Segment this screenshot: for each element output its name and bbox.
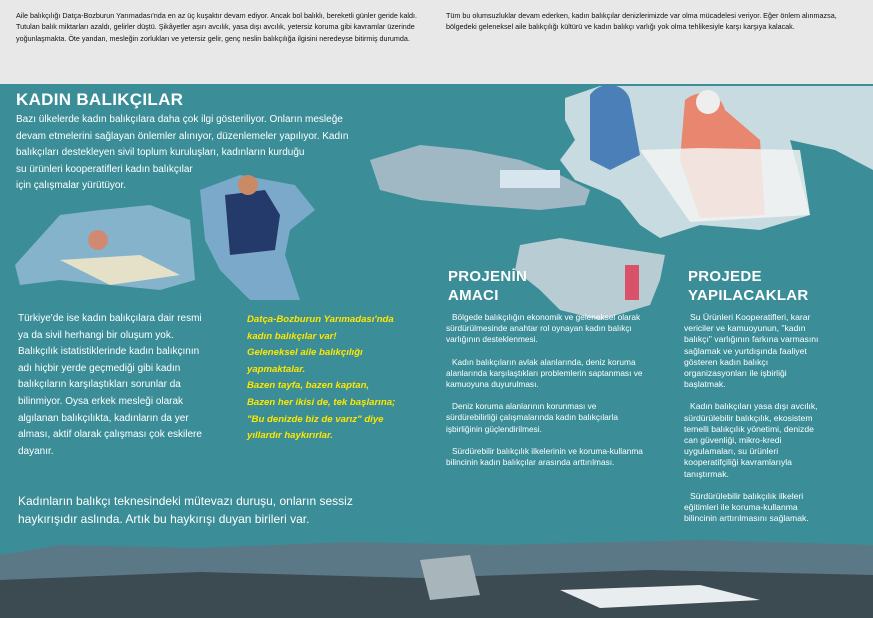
amac-line: Deniz koruma alanlarının korunması ve bbox=[452, 401, 597, 412]
amac-line: işbirliğinin güçlendirilmesi. bbox=[446, 423, 542, 434]
yapilacak-line: gösteren kadın balıkçı bbox=[684, 356, 769, 367]
col1-line: algılanan balıkçılıkta, kadınların da yer bbox=[18, 412, 189, 424]
yapilacak-line: bilincinin arttırılmasını sağlamak. bbox=[684, 513, 809, 524]
photo-person-pink bbox=[625, 265, 639, 300]
intro-line: devam etmelerini sağlayan önlemler alınıyor, düzenlemeler yapılıyor. Kadın bbox=[16, 130, 349, 142]
photo-harbor-people bbox=[515, 238, 665, 320]
yapilacak-line: balıkçı" varlığının farkına varmasını bbox=[684, 334, 819, 345]
yellow-line: Datça-Bozburun Yarımadası'nda bbox=[247, 314, 394, 325]
yapilacak-line: sürdürülebilir balıkçılık, ekosistem bbox=[684, 412, 813, 423]
amac-spacer bbox=[446, 390, 676, 401]
yellow-line: yıllardır haykırırlar. bbox=[247, 430, 333, 442]
yapilacak-line: Kadın balıkçıları yasa dışı avcılık, bbox=[690, 401, 818, 412]
amac-line: kamuoyuna duyurulması. bbox=[446, 379, 539, 390]
yellow-line: kadın balıkçılar var! bbox=[247, 330, 337, 342]
intro-right-text: Tüm bu olumsuzluklar devam ederken, kadın balıkçılar denizlerimizde var olma mücadelesi veriyor. Eğer önlem alınmazsa, bölgedeki geleneksel aile balıkçılığı kültürü ve kadın balıkçı varlığı yok olma tehlikesiyle karşı karşıya kalacak. bbox=[446, 11, 837, 32]
yellow-line: Bazen tayfa, bazen kaptan, bbox=[247, 380, 370, 392]
amac-spacer bbox=[446, 435, 676, 446]
amac-line: bilincinin kadın balıkçılar arasında arttırılması. bbox=[446, 457, 615, 468]
bottom-quote bbox=[18, 492, 448, 528]
intro-left-text: Aile balıkçılığı Datça-Bozburun Yarımadası'nda en az üç kuşaktır devam ediyor. Ancak bol balıklı, bereketli günler geride kaldı. Tutulan balık miktarları azaldı, gelirler düştü. Şikâyetler aşırı avcılık, yasa dışı avcılık, yetersiz koruma gibi kavramlar üzerinde yoğunlaşmakta. Öte yandan, mesleğin zorlukları ve yetersiz gelir, genç neslin balıkçılığa ilgisini neredeyse bitirmiş durumda. bbox=[16, 11, 418, 43]
photo-fisherwoman bbox=[88, 230, 108, 250]
yellow-line: yapmaktalar. bbox=[247, 363, 306, 375]
yapilacak-spacer bbox=[684, 480, 866, 491]
projenin-title: PROJENİN bbox=[448, 268, 528, 285]
amac-line: sürdürebilirliği çalışmalarında kadın balıkçılarla bbox=[446, 412, 619, 423]
col1-line: ya da sivil herhangi bir oluşum yok. bbox=[18, 329, 174, 341]
yapilacak-line: Sürdürülebilir balıkçılık ilkeleri bbox=[690, 490, 804, 501]
amac-line: alanlarında karşılaştıkları problemlerin saptanması ve bbox=[446, 367, 643, 378]
yapilacak-spacer bbox=[684, 390, 866, 401]
yapilacak-line: kooperatifçiliği kavramlarıyla bbox=[684, 457, 792, 468]
col1-line: Balıkçılık istatistiklerinde kadın balıkçının bbox=[18, 346, 200, 358]
amac-line: Kadın balıkçıların avlak alanlarında, deniz koruma bbox=[452, 356, 636, 367]
intro-line: su ürünleri kooperatifleri kadın balıkçılar bbox=[16, 163, 193, 175]
yapilacak-line: temelli balıkçılık yönetimi, denizde bbox=[684, 423, 814, 434]
kadin-balikcilar-intro bbox=[16, 112, 446, 195]
yapilacaklar-title: YAPILACAKLAR bbox=[688, 287, 809, 304]
col1-line: dayanır. bbox=[18, 445, 54, 457]
col1-line: bilinmiyor. Oysa erkek mesleği olarak bbox=[18, 395, 184, 407]
yapilacak-line: Su Ürünleri Kooperatifleri, karar bbox=[690, 312, 811, 322]
intro-line: balıkçıları destekleyen sivil toplum kuruluşları, kadınların kurduğu bbox=[16, 147, 305, 159]
turkiye-paragraph bbox=[18, 311, 243, 460]
amac-line: varlığının desteklenmesi. bbox=[446, 334, 538, 345]
datca-highlight bbox=[247, 312, 447, 445]
amaci-title: AMACI bbox=[448, 287, 499, 304]
yapilacak-line: organizasyonları ile işbirliği bbox=[684, 368, 787, 379]
yapilacak-line: sağlamak ve yurtdışında faaliyet bbox=[684, 345, 807, 356]
yellow-line: Geleneksel aile balıkçılığı bbox=[247, 347, 363, 359]
col1-line: balıkçıların karşılaştıkları sorunlar da bbox=[18, 379, 181, 391]
quote-line: Kadınların balıkçı teknesindeki mütevazı duruşu, onların sessiz bbox=[18, 494, 353, 508]
quote-line: haykırışıdır aslında. Artık bu haykırışı duyan birileri var. bbox=[18, 512, 310, 526]
col1-line: Türkiye'de ise kadın balıkçılara dair resmi bbox=[18, 313, 202, 324]
amac-line: Bölgede balıkçılığın ekonomik ve geleneksel olarak bbox=[452, 312, 641, 322]
intro-line: Bazı ülkelerde kadın balıkçılara daha çok ilgi gösteriliyor. Onların mesleğe bbox=[16, 114, 343, 125]
yapilacak-line: vericiler ve kamuoyunun, "kadın bbox=[684, 323, 806, 334]
photo-bottom-sail bbox=[420, 555, 480, 600]
yapilacak-line: tanıştırmak. bbox=[684, 468, 729, 479]
yellow-line: Bazen her ikisi de, tek başlarına; bbox=[247, 396, 396, 408]
yapilacak-line: başlatmak. bbox=[684, 379, 726, 390]
projede-title: PROJEDE bbox=[688, 268, 762, 285]
yapilacak-line: can güvenliği, mikro-kredi bbox=[684, 435, 782, 446]
yapilacak-line: eğitimleri ile koruma-kullanma bbox=[684, 502, 798, 513]
amac-line: Sürdürebilir balıkçılık ilkelerinin ve koruma-kullanma bbox=[452, 445, 643, 456]
yapilacak-line: uygulamaları, su ürünleri bbox=[684, 446, 779, 457]
col1-line: adı hiçbir yerde geçmediği gibi kadın bbox=[18, 362, 181, 374]
amac-line: sürdürülmesinde anahtar rol oynayan kadın balıkçı bbox=[446, 323, 632, 334]
yellow-line: "Bu denizde biz de varız" diye bbox=[247, 413, 384, 425]
col1-line: alması, aktif olarak çalışması çok eskilere bbox=[18, 429, 202, 441]
photo-headscarf bbox=[696, 90, 720, 114]
projenin-amaci-list bbox=[446, 312, 676, 468]
kadin-balikcilar-title: KADIN BALIKÇILAR bbox=[16, 90, 184, 109]
photo-harbor-boat bbox=[500, 170, 560, 188]
projede-yapilacaklar-list bbox=[684, 312, 866, 524]
intro-line: için çalışmalar yürütüyor. bbox=[16, 180, 127, 192]
amac-spacer bbox=[446, 346, 676, 357]
